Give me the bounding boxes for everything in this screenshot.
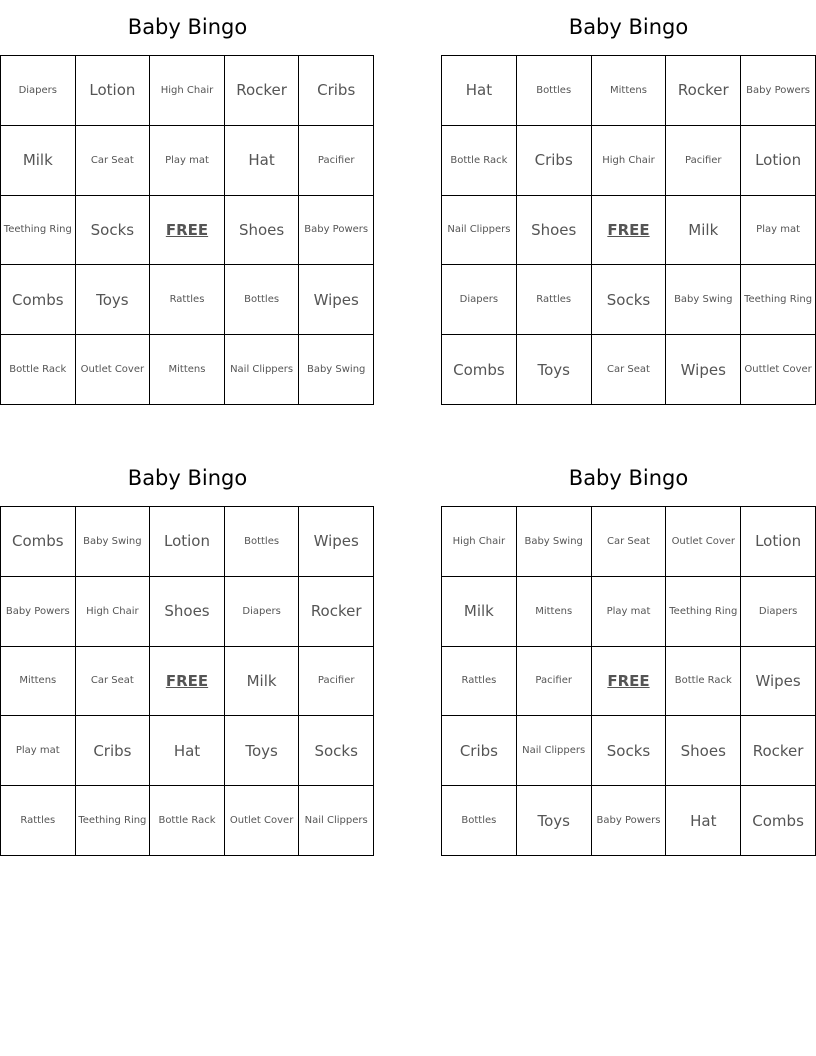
card-title: Baby Bingo bbox=[127, 466, 248, 490]
bingo-cell: Milk bbox=[225, 647, 300, 717]
bingo-cell: Socks bbox=[592, 265, 667, 335]
bingo-cell: Toys bbox=[76, 265, 151, 335]
bingo-cell: Cribs bbox=[299, 56, 374, 126]
bingo-cell: Socks bbox=[592, 716, 667, 786]
bingo-cell: High Chair bbox=[76, 577, 151, 647]
bingo-cell: Play mat bbox=[592, 577, 667, 647]
bingo-cell: Play mat bbox=[741, 196, 816, 266]
bingo-cell: Pacifier bbox=[666, 126, 741, 196]
bingo-cell: Baby Swing bbox=[666, 265, 741, 335]
bingo-cell: Mittens bbox=[1, 647, 76, 717]
bingo-cell: Diapers bbox=[225, 577, 300, 647]
bingo-cell: Toys bbox=[517, 786, 592, 856]
bingo-cell: Mittens bbox=[150, 335, 225, 405]
bingo-cell: Hat bbox=[150, 716, 225, 786]
bingo-cell: Nail Clippers bbox=[225, 335, 300, 405]
bingo-cell: Nail Clippers bbox=[299, 786, 374, 856]
bingo-cell: Lotion bbox=[741, 126, 816, 196]
bingo-cell: Socks bbox=[76, 196, 151, 266]
bingo-cell: Rattles bbox=[1, 786, 76, 856]
free-space-cell: FREE bbox=[592, 196, 667, 266]
bingo-cell: Cribs bbox=[517, 126, 592, 196]
bingo-cell: Combs bbox=[741, 786, 816, 856]
bingo-cell: Baby Powers bbox=[741, 56, 816, 126]
bingo-cell: Bottles bbox=[442, 786, 517, 856]
bingo-cell: Milk bbox=[1, 126, 76, 196]
bingo-cell: Hat bbox=[442, 56, 517, 126]
bingo-cell: Hat bbox=[225, 126, 300, 196]
bingo-cell: Bottles bbox=[225, 265, 300, 335]
bingo-cell: Rocker bbox=[225, 56, 300, 126]
bingo-cell: Lotion bbox=[150, 507, 225, 577]
bingo-cell: Car Seat bbox=[76, 126, 151, 196]
bingo-cell: Outlet Cover bbox=[225, 786, 300, 856]
card-title: Baby Bingo bbox=[568, 15, 689, 39]
bingo-cell: Hat bbox=[666, 786, 741, 856]
bingo-cell: Play mat bbox=[150, 126, 225, 196]
bingo-cell: Car Seat bbox=[592, 335, 667, 405]
bingo-cell: Lotion bbox=[741, 507, 816, 577]
bingo-cell: Baby Swing bbox=[517, 507, 592, 577]
free-space-cell: FREE bbox=[592, 647, 667, 717]
bingo-cell: Baby Swing bbox=[299, 335, 374, 405]
bingo-cell: Bottle Rack bbox=[666, 647, 741, 717]
bingo-cell: Wipes bbox=[299, 507, 374, 577]
bingo-cell: Milk bbox=[666, 196, 741, 266]
bingo-cell: Rattles bbox=[442, 647, 517, 717]
bingo-cell: Diapers bbox=[741, 577, 816, 647]
bingo-cell: Play mat bbox=[1, 716, 76, 786]
bingo-cell: Nail Clippers bbox=[517, 716, 592, 786]
bingo-cell: Baby Powers bbox=[1, 577, 76, 647]
bingo-cell: Rattles bbox=[150, 265, 225, 335]
bingo-grid bbox=[0, 506, 374, 856]
bingo-cell: Combs bbox=[1, 507, 76, 577]
card-title: Baby Bingo bbox=[127, 15, 248, 39]
bingo-cell: Wipes bbox=[741, 647, 816, 717]
bingo-cell: Outlet Cover bbox=[666, 507, 741, 577]
bingo-cell: Teething Ring bbox=[666, 577, 741, 647]
bingo-cell: Outlet Cover bbox=[76, 335, 151, 405]
bingo-cell: High Chair bbox=[150, 56, 225, 126]
bingo-cell: Car Seat bbox=[592, 507, 667, 577]
bingo-cell: Rocker bbox=[666, 56, 741, 126]
bingo-cell: Teething Ring bbox=[1, 196, 76, 266]
bingo-cell: Milk bbox=[442, 577, 517, 647]
bingo-cell: Pacifier bbox=[299, 126, 374, 196]
bingo-cell: Rocker bbox=[299, 577, 374, 647]
bingo-cell: Rattles bbox=[517, 265, 592, 335]
bingo-cell: Outtlet Cover bbox=[741, 335, 816, 405]
bingo-cell: Baby Powers bbox=[592, 786, 667, 856]
bingo-cell: Baby Swing bbox=[76, 507, 151, 577]
bingo-grid bbox=[0, 55, 374, 405]
bingo-cell: Car Seat bbox=[76, 647, 151, 717]
bingo-cell: Nail Clippers bbox=[442, 196, 517, 266]
bingo-grid bbox=[441, 506, 816, 856]
free-space-cell: FREE bbox=[150, 647, 225, 717]
bingo-cell: Combs bbox=[442, 335, 517, 405]
bingo-cell: Cribs bbox=[442, 716, 517, 786]
bingo-cell: Baby Powers bbox=[299, 196, 374, 266]
bingo-cell: Teething Ring bbox=[741, 265, 816, 335]
card-title: Baby Bingo bbox=[568, 466, 689, 490]
bingo-cell: High Chair bbox=[592, 126, 667, 196]
bingo-cell: Diapers bbox=[1, 56, 76, 126]
bingo-cell: High Chair bbox=[442, 507, 517, 577]
bingo-cell: Wipes bbox=[666, 335, 741, 405]
bingo-cell: Shoes bbox=[150, 577, 225, 647]
bingo-cell: Bottle Rack bbox=[150, 786, 225, 856]
bingo-cell: Socks bbox=[299, 716, 374, 786]
bingo-cell: Wipes bbox=[299, 265, 374, 335]
bingo-cell: Bottles bbox=[517, 56, 592, 126]
bingo-cell: Cribs bbox=[76, 716, 151, 786]
bingo-cell: Pacifier bbox=[299, 647, 374, 717]
bingo-cell: Pacifier bbox=[517, 647, 592, 717]
bingo-cell: Diapers bbox=[442, 265, 517, 335]
bingo-cell: Bottle Rack bbox=[1, 335, 76, 405]
bingo-cell: Toys bbox=[225, 716, 300, 786]
bingo-cell: Teething Ring bbox=[76, 786, 151, 856]
bingo-cell: Mittens bbox=[517, 577, 592, 647]
free-space-cell: FREE bbox=[150, 196, 225, 266]
bingo-cell: Mittens bbox=[592, 56, 667, 126]
bingo-cell: Shoes bbox=[225, 196, 300, 266]
bingo-cell: Bottle Rack bbox=[442, 126, 517, 196]
bingo-cell: Rocker bbox=[741, 716, 816, 786]
bingo-cell: Toys bbox=[517, 335, 592, 405]
bingo-cell: Bottles bbox=[225, 507, 300, 577]
bingo-cell: Lotion bbox=[76, 56, 151, 126]
bingo-cell: Shoes bbox=[517, 196, 592, 266]
bingo-cell: Shoes bbox=[666, 716, 741, 786]
bingo-cell: Combs bbox=[1, 265, 76, 335]
bingo-grid bbox=[441, 55, 816, 405]
